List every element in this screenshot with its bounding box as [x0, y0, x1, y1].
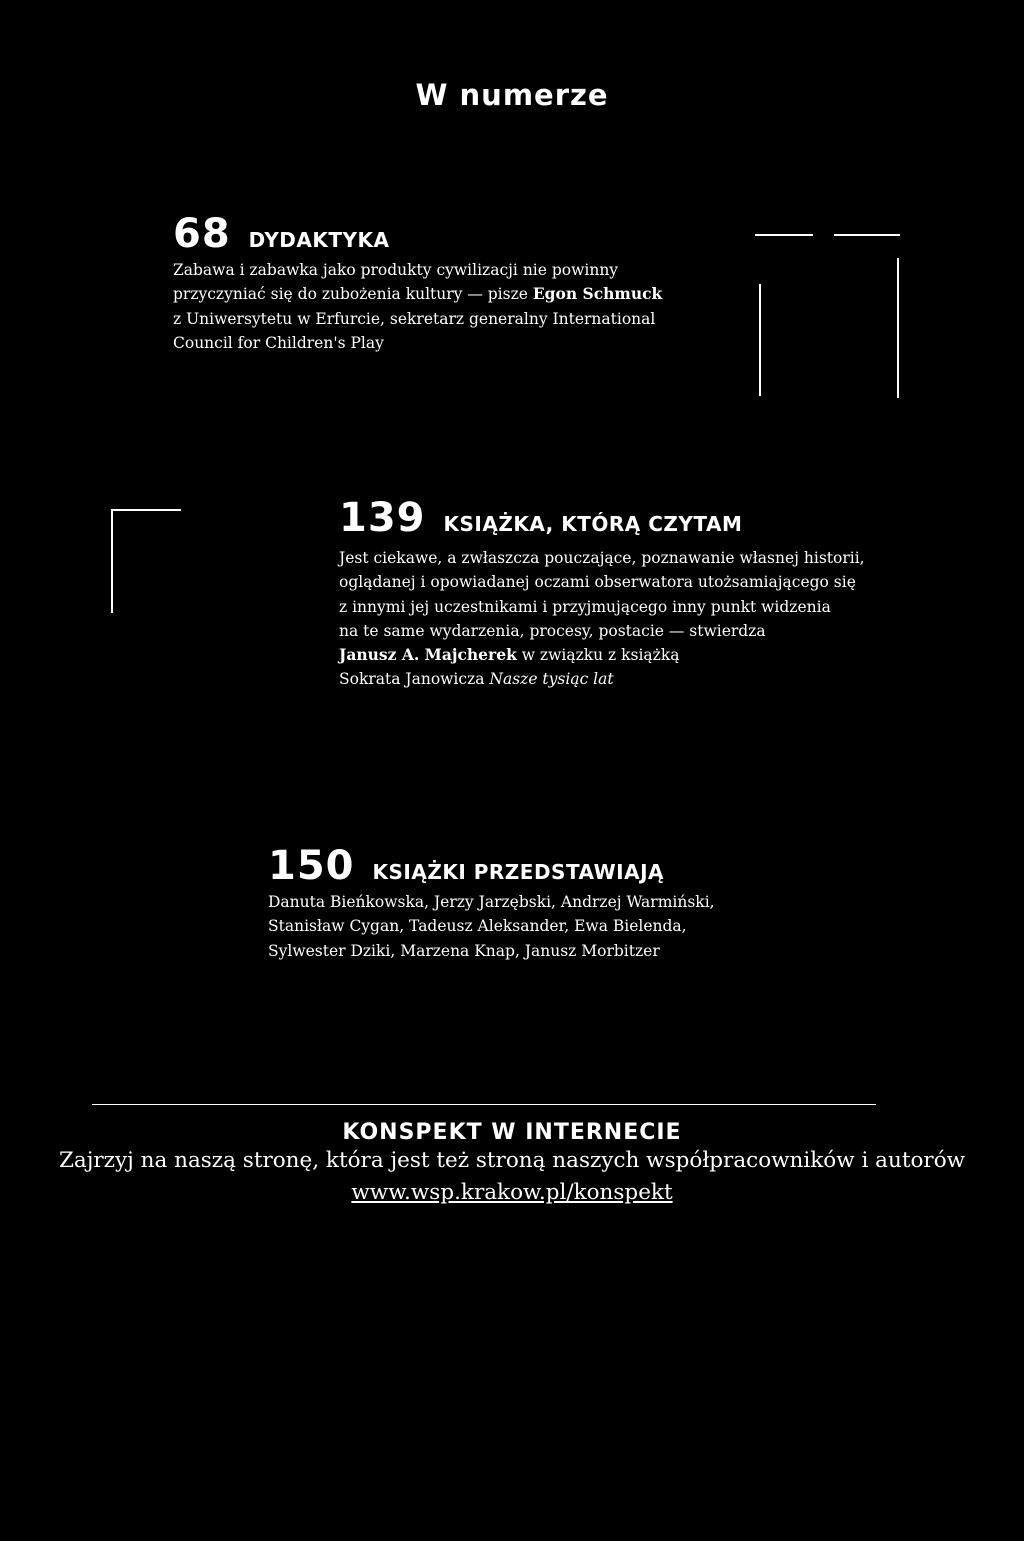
entry-description — [339, 546, 865, 692]
toc-entry-dydaktyka[interactable] — [173, 211, 663, 355]
description-line — [268, 914, 715, 938]
section-title: DYDAKTYKA — [248, 228, 390, 252]
toc-entry-ksiazka-ktora-czytam[interactable] — [339, 495, 865, 692]
konspekt-link-row — [0, 1180, 1024, 1205]
text-run: w związku z książką — [516, 646, 680, 665]
konspekt-website-link[interactable]: www.wsp.krakow.pl/konspekt — [351, 1180, 673, 1205]
toc-entry-ksiazki-przedstawiaja[interactable] — [268, 843, 715, 963]
entry-description — [173, 258, 662, 355]
page-number: 68 — [173, 211, 231, 257]
decorative-frame-top-left — [755, 234, 813, 236]
entry-description — [268, 890, 715, 963]
section-title: KSIĄŻKI PRZEDSTAWIAJĄ — [372, 860, 665, 884]
entry-heading — [339, 495, 865, 541]
page-title: W numerze — [415, 78, 609, 112]
entry-heading — [268, 843, 715, 889]
decorative-frame-right — [897, 258, 899, 398]
entry-heading — [173, 211, 662, 257]
description-line — [339, 667, 865, 691]
decorative-corner-top — [111, 509, 181, 511]
description-line — [339, 619, 865, 643]
decorative-frame-left — [759, 284, 761, 396]
description-line — [173, 307, 662, 331]
text-run: Sokrata Janowicza — [339, 670, 490, 689]
text-run: Sylwester Dziki, Marzena Knap, Janusz Morbitzer — [268, 941, 660, 960]
text-run: Danuta Bieńkowska, Jerzy Jarzębski, Andrzej Warmiński, — [268, 893, 715, 911]
divider — [92, 1104, 876, 1105]
description-line — [173, 258, 662, 282]
text-run: Stanisław Cygan, Tadeusz Aleksander, Ewa Bielenda, — [268, 917, 687, 936]
section-title: KSIĄŻKA, KTÓRĄ CZYTAM — [443, 512, 743, 536]
description-line — [339, 595, 865, 619]
text-run: Council for Children's Play — [173, 333, 384, 352]
text-run: Zabawa i zabawka jako produkty cywilizacji nie powinny — [173, 261, 619, 279]
text-run: oglądanej i opowiadanej oczami obserwatora utożsamiającego się — [339, 573, 856, 592]
konspekt-text: Zajrzyj na naszą stronę, która jest też stroną naszych współpracowników i autorów — [58, 1148, 966, 1173]
decorative-frame-top-right — [834, 234, 900, 236]
bold-text-run: Janusz A. Majcherek — [339, 645, 517, 665]
description-line — [268, 890, 715, 914]
bold-text-run: Egon Schmuck — [532, 284, 663, 304]
description-line — [268, 939, 715, 963]
text-run: na te same wydarzenia, procesy, postacie — stwierdza — [339, 621, 766, 640]
text-run: przyczyniać się do zubożenia kultury — pisze — [173, 285, 533, 304]
page-number: 150 — [268, 843, 355, 889]
italic-text-run: Nasze tysiąc lat — [489, 670, 614, 689]
description-line — [339, 546, 865, 570]
description-line — [339, 570, 865, 594]
description-line — [173, 282, 662, 306]
decorative-corner-left — [111, 509, 113, 613]
text-run: z Uniwersytetu w Erfurcie, sekretarz generalny International — [173, 309, 656, 328]
description-line — [339, 643, 865, 667]
konspekt-heading: KONSPEKT W INTERNECIE — [342, 1120, 682, 1145]
page-number: 139 — [339, 495, 426, 541]
description-line — [173, 331, 662, 355]
text-run: Jest ciekawe, a zwłaszcza pouczające, poznawanie własnej historii, — [339, 549, 865, 567]
text-run: z innymi jej uczestnikami i przyjmującego inny punkt widzenia — [339, 597, 831, 616]
